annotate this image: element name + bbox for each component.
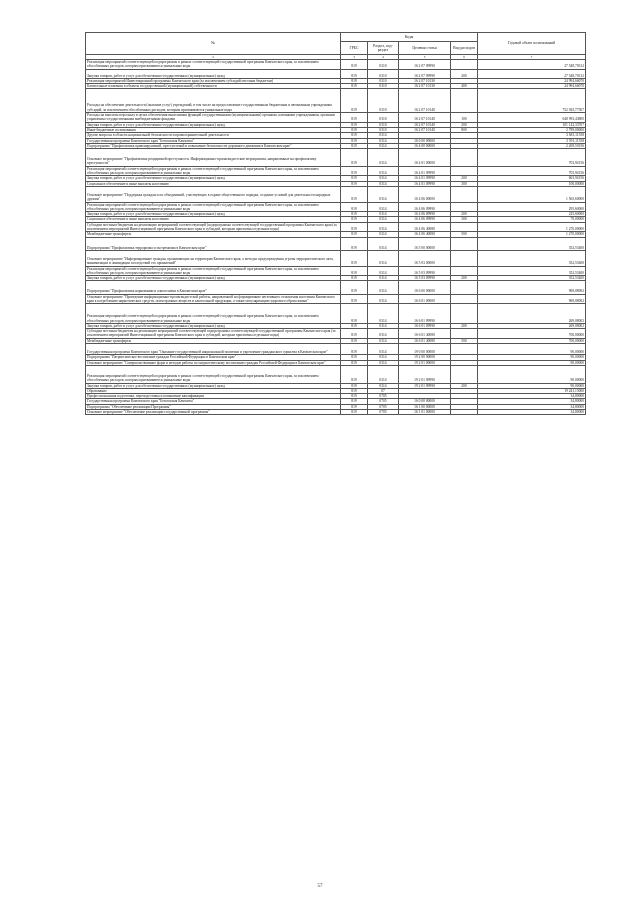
- row-amount: 1 270,00000: [478, 232, 586, 237]
- row-cst: 16 2 07 10140: [399, 113, 451, 123]
- row-cst: 19 0 00 00000: [399, 344, 451, 355]
- table-body: [86, 60, 586, 415]
- row-name: Иные бюджетные ассигнования: [86, 127, 341, 132]
- row-amount: 2 789,00000: [478, 127, 586, 132]
- colnum-5: 5: [399, 55, 451, 60]
- row-name: Расходы на выплаты персоналу в целях обеспечения выполнения функций государственными (муниципальными) органами, казенными учреждениями, органами управления государственными внебюджетными фондами: [86, 113, 341, 123]
- row-cst: 16 6 01 40080: [399, 338, 451, 343]
- row-razdel: 0310: [368, 89, 399, 113]
- row-name: Основное мероприятие "Обеспечение реализации государственной программы": [86, 410, 341, 415]
- row-amount: 3 591,11558: [478, 138, 586, 143]
- row-grbs: 819: [341, 410, 368, 415]
- row-razdel: 0310: [368, 60, 399, 70]
- row-razdel: 0314: [368, 138, 399, 143]
- row-amount: 34,80000: [478, 399, 586, 404]
- budget-table-page: [85, 32, 585, 415]
- row-razdel: 0314: [368, 143, 399, 148]
- row-name: Реализация мероприятий соответствующей подпрограммы в рамках соответствующей государственной программы Камчатского края, за исключением обособленных расходов, которым присваиваются уникальные коды: [86, 166, 341, 176]
- row-amount: 90,00000: [478, 344, 586, 355]
- row-cst: 16 2 07 10130: [399, 84, 451, 89]
- row-grbs: 819: [341, 60, 368, 70]
- table-row: [86, 304, 586, 324]
- row-cst: 16 4 06 40080: [399, 232, 451, 237]
- row-amount: 34,80000: [478, 404, 586, 409]
- table-row: [86, 89, 586, 113]
- row-grbs: 819: [341, 69, 368, 78]
- row-vr: [451, 344, 478, 355]
- row-vr: 800: [451, 127, 478, 132]
- row-grbs: 819: [341, 222, 368, 232]
- row-name: Закупка товаров, работ и услуг для обеспечения государственных (муниципальных) нужд: [86, 69, 341, 78]
- row-name: Межбюджетные трансферты: [86, 232, 341, 237]
- row-grbs: 819: [341, 365, 368, 383]
- row-name: Закупка товаров, работ и услуг для обеспечения государственных (муниципальных) нужд: [86, 122, 341, 127]
- row-vr: [451, 294, 478, 304]
- row-vr: [451, 149, 478, 167]
- row-razdel: 0314: [368, 181, 399, 186]
- row-cst: 16 6 01 00000: [399, 294, 451, 304]
- row-razdel: 0314: [368, 344, 399, 355]
- row-cst: 16 4 00 00000: [399, 143, 451, 148]
- row-amount: 101 142,33707: [478, 122, 586, 127]
- row-amount: 1 270,00000: [478, 222, 586, 232]
- row-name: Государственная программа Камчатского края "Безопасная Камчатка": [86, 138, 341, 143]
- row-cst: 16 5 00 00000: [399, 237, 451, 250]
- row-amount: 24 994,66070: [478, 78, 586, 83]
- row-amount: 352,53400: [478, 237, 586, 250]
- row-name: Подпрограмма "Обеспечение реализации Программы": [86, 404, 341, 409]
- header-razdel: Раздел, под-раздел: [368, 42, 399, 55]
- row-razdel: 0310: [368, 122, 399, 127]
- row-razdel: 0314: [368, 176, 399, 181]
- row-amount: 90,00000: [478, 383, 586, 388]
- row-cst: 16 4 01 09990: [399, 176, 451, 181]
- row-vr: 300: [451, 181, 478, 186]
- row-vr: [451, 89, 478, 113]
- row-vr: [451, 329, 478, 339]
- row-cst: 16 6 01 09990: [399, 304, 451, 324]
- row-razdel: 0314: [368, 281, 399, 294]
- row-vr: [451, 281, 478, 294]
- row-vr: [451, 365, 478, 383]
- row-grbs: 819: [341, 276, 368, 281]
- row-razdel: 0310: [368, 78, 399, 83]
- row-grbs: 819: [341, 143, 368, 148]
- budget-table: [85, 32, 586, 415]
- row-razdel: 0314: [368, 323, 399, 328]
- row-name: Закупка товаров, работ и услуг для обеспечения государственных (муниципальных) нужд: [86, 212, 341, 217]
- row-razdel: 0310: [368, 113, 399, 123]
- row-vr: [451, 186, 478, 202]
- row-grbs: 819: [341, 338, 368, 343]
- table-row: [86, 266, 586, 276]
- row-name: Основное мероприятие "Информирование граждан, проживающих на территории Камчатского края, о методах предупреждения угрозы террористического акта, минимизации и ликвидации последствий его проявлений": [86, 250, 341, 266]
- row-name: Подпрограмма "Профилактика правонарушений, преступлений и повышение безопасности дорожного движения в Камчатском крае": [86, 143, 341, 148]
- row-name: Реализация мероприятий Инвестиционной программы Камчатского края (за исключением субсидий местным бюджетам): [86, 78, 341, 83]
- row-vr: [451, 304, 478, 324]
- row-grbs: 819: [341, 181, 368, 186]
- colnum-1: 2: [86, 55, 341, 60]
- row-cst: 16 2 07 10140: [399, 89, 451, 113]
- row-grbs: 819: [341, 237, 368, 250]
- row-amount: 752 925,77507: [478, 89, 586, 113]
- row-vr: 200: [451, 212, 478, 217]
- row-cst: 16 6 01 09990: [399, 323, 451, 328]
- row-vr: 200: [451, 323, 478, 328]
- row-amount: 1 565,60000: [478, 186, 586, 202]
- row-cst: 16 5 03 00000: [399, 250, 451, 266]
- row-razdel: 0310: [368, 84, 399, 89]
- row-grbs: 819: [341, 122, 368, 127]
- row-amount: 352,53400: [478, 266, 586, 276]
- row-amount: 27 548,70312: [478, 60, 586, 70]
- row-amount: 969,08002: [478, 294, 586, 304]
- row-amount: 700,00000: [478, 329, 586, 339]
- row-grbs: 819: [341, 232, 368, 237]
- row-name: Подпрограмма "Патриотическое воспитание граждан Российской Федерации в Камчатском крае": [86, 355, 341, 360]
- row-name: Подпрограмма "Профилактика терроризма и экстремизма в Камчатском крае": [86, 237, 341, 250]
- row-cst: 16 5 03 09990: [399, 276, 451, 281]
- page-number: 57: [317, 884, 323, 889]
- table-row: [86, 222, 586, 232]
- row-razdel: 0705: [368, 399, 399, 404]
- row-amount: 648 993,43800: [478, 113, 586, 123]
- row-vr: 200: [451, 383, 478, 388]
- row-name: Основное мероприятие "Проведение информационно-пропагандистской работы, направленной на формирование негативного отношения населения Камчатского края к потреблению наркотических средств, психотропных веществ и алкогольной продукции, а также популяризацию здорового образа жизни": [86, 294, 341, 304]
- row-name: Закупка товаров, работ и услуг для обеспечения государственных (муниципальных) нужд: [86, 383, 341, 388]
- row-cst: 16 4 01 00000: [399, 149, 451, 167]
- row-amount: 90,00000: [478, 360, 586, 365]
- row-name: Подпрограмма "Профилактика наркомании и алкоголизма в Камчатском крае": [86, 281, 341, 294]
- row-vr: 200: [451, 276, 478, 281]
- row-grbs: 819: [341, 217, 368, 222]
- row-cst: 16 2 07 10130: [399, 78, 451, 83]
- table-row: [86, 329, 586, 339]
- row-amount: 70,00000: [478, 217, 586, 222]
- row-razdel: 0314: [368, 365, 399, 383]
- row-cst: 16 0 00 00000: [399, 138, 451, 143]
- row-cst: 16 2 07 09990: [399, 69, 451, 78]
- row-cst: 16 4 06 40080: [399, 222, 451, 232]
- row-vr: 300: [451, 217, 478, 222]
- row-vr: 200: [451, 122, 478, 127]
- table-row: [86, 250, 586, 266]
- row-cst: 19 2 01 00000: [399, 360, 451, 365]
- table-row: [86, 149, 586, 167]
- row-grbs: 819: [341, 266, 368, 276]
- table-row: [86, 202, 586, 212]
- row-cst: 19 2 01 09990: [399, 365, 451, 383]
- row-grbs: 819: [341, 113, 368, 123]
- row-name: Капитальные вложения в объекты государственной (муниципальной) собственности: [86, 84, 341, 89]
- row-cst: 16 4 06 09990: [399, 202, 451, 212]
- row-razdel: 0314: [368, 166, 399, 176]
- row-name: Межбюджетные трансферты: [86, 338, 341, 343]
- header-grbs: ГРБС: [341, 42, 368, 55]
- row-razdel: 0705: [368, 410, 399, 415]
- row-name: Государственная программа Камчатского края "Безопасная Камчатка": [86, 399, 341, 404]
- row-razdel: 0314: [368, 237, 399, 250]
- row-cst: 16 4 01 09990: [399, 181, 451, 186]
- row-razdel: 07: [368, 388, 399, 393]
- row-cst: 19 2 01 09990: [399, 383, 451, 388]
- row-cst: 16 0 00 00000: [399, 399, 451, 404]
- row-vr: [451, 266, 478, 276]
- row-vr: 200: [451, 176, 478, 181]
- row-name: Социальное обеспечение и иные выплаты населению: [86, 181, 341, 186]
- row-razdel: 0705: [368, 404, 399, 409]
- row-amount: 34,80000: [478, 410, 586, 415]
- row-name: Субсидии местным бюджетам на реализацию мероприятий соответствующей (подпрограммы соответствующей государственной программы Камчатского края (за исключением мероприятий Инвестиционной программы Камчатского края и субсидий, которым присвоены отдельные коды): [86, 222, 341, 232]
- row-grbs: 819: [341, 404, 368, 409]
- row-razdel: 0314: [368, 329, 399, 339]
- row-grbs: 819: [341, 133, 368, 138]
- row-vr: 100: [451, 113, 478, 123]
- row-name: Основное мероприятие "Совершенствование форм и методов работы по патриотическому воспитанию граждан Российской Федерации в Камчатском крае": [86, 360, 341, 365]
- row-cst: 16 5 03 09990: [399, 266, 451, 276]
- row-razdel: 0314: [368, 338, 399, 343]
- row-amount: 269,08002: [478, 304, 586, 324]
- row-grbs: 819: [341, 127, 368, 132]
- row-cst: 16 2 07 10140: [399, 122, 451, 127]
- row-grbs: 819: [341, 186, 368, 202]
- row-name: Основное мероприятие "Поддержка граждан и их объединений, участвующих в охране общественного порядка, создание условий для деятельности народных дружин": [86, 186, 341, 202]
- row-cst: 16 4 06 09990: [399, 212, 451, 217]
- table-row: [86, 69, 586, 78]
- row-vr: [451, 60, 478, 70]
- row-amount: 100,00000: [478, 181, 586, 186]
- row-amount: 24 994,66070: [478, 84, 586, 89]
- row-vr: [451, 250, 478, 266]
- row-amount: 269,08002: [478, 323, 586, 328]
- row-grbs: 819: [341, 149, 368, 167]
- row-razdel: 0314: [368, 383, 399, 388]
- row-razdel: 0310: [368, 69, 399, 78]
- table-row: [86, 186, 586, 202]
- header-amount: Годовой объем ассигнований: [478, 33, 586, 55]
- row-cst: 16 4 06 09990: [399, 217, 451, 222]
- row-grbs: 819: [341, 329, 368, 339]
- table-row: [86, 281, 586, 294]
- row-amount: 225,60000: [478, 212, 586, 217]
- row-name: Основное мероприятие "Профилактика рецидивной преступности. Информационно-пропагандистские мероприятия, направленные на профилактику преступности": [86, 149, 341, 167]
- row-amount: 603,94156: [478, 176, 586, 181]
- header-vr: Вид расходов: [451, 42, 478, 55]
- row-name: Реализация мероприятий соответствующей подпрограммы в рамках соответствующей государственной программы Камчатского края, за исключением обособленных расходов, которым присваиваются уникальные коды: [86, 202, 341, 212]
- table-row: [86, 294, 586, 304]
- row-razdel: 0314: [368, 232, 399, 237]
- header-cst: Целевая статья: [399, 42, 451, 55]
- table-header: [86, 33, 586, 60]
- row-vr: 200: [451, 69, 478, 78]
- row-razdel: 0314: [368, 202, 399, 212]
- row-grbs: 819: [341, 304, 368, 324]
- row-amount: 295,60000: [478, 202, 586, 212]
- table-row: [86, 60, 586, 70]
- row-amount: 703,94156: [478, 149, 586, 167]
- row-cst: 16 2 07 10140: [399, 127, 451, 132]
- row-name: Реализация мероприятий соответствующей подпрограммы в рамках соответствующей государственной программы Камчатского края, за исключением обособленных расходов, которым присваиваются уникальные коды: [86, 304, 341, 324]
- table-row: [86, 365, 586, 383]
- row-razdel: 0314: [368, 355, 399, 360]
- colnum-3: 3: [341, 55, 368, 60]
- row-vr: 400: [451, 84, 478, 89]
- row-amount: 700,00000: [478, 338, 586, 343]
- colnum-4: 4: [368, 55, 399, 60]
- row-razdel: 0314: [368, 133, 399, 138]
- row-razdel: 0314: [368, 222, 399, 232]
- row-amount: 2 269,50156: [478, 143, 586, 148]
- row-vr: [451, 202, 478, 212]
- row-name: Государственная программа Камчатского края "Оказание государственной национальной политики и укрепление гражданского единства в Камчатском крае": [86, 344, 341, 355]
- row-grbs: 819: [341, 355, 368, 360]
- row-grbs: 819: [341, 360, 368, 365]
- row-name: Другие вопросы в области национальной безопасности и правоохранительной деятельности: [86, 133, 341, 138]
- row-name: Субсидии местным бюджетам на реализацию мероприятий соответствующей подпрограммы соответствующей государственной программы Камчатского края (за исключением мероприятий Инвестиционной программы Камчатского края и субсидий, которым присвоены отдельные коды): [86, 329, 341, 339]
- table-row: [86, 166, 586, 176]
- row-razdel: 0314: [368, 217, 399, 222]
- row-amount: 969,08002: [478, 281, 586, 294]
- row-name: Закупка товаров, работ и услуг для обеспечения государственных (муниципальных) нужд: [86, 323, 341, 328]
- row-grbs: 819: [341, 388, 368, 393]
- row-cst: 16 1 00 00000: [399, 404, 451, 409]
- row-grbs: 819: [341, 399, 368, 404]
- row-cst: 19 2 00 00000: [399, 355, 451, 360]
- row-name: Закупка товаров, работ и услуг для обеспечения государственных (муниципальных) нужд: [86, 276, 341, 281]
- row-razdel: 0310: [368, 127, 399, 132]
- row-name: Образование: [86, 388, 341, 393]
- row-cst: 16 2 07 09990: [399, 60, 451, 70]
- row-name: Расходы на обеспечение деятельности (оказание услуг) учреждений, в том числе на предоставление государственным бюджетным и автономным учреждениям субсидий, за исключением обособленных расходов, которым присваиваются уникальные коды: [86, 89, 341, 113]
- row-razdel: 0705: [368, 394, 399, 399]
- row-amount: 19 241,15000: [478, 388, 586, 393]
- row-amount: 90,00000: [478, 365, 586, 383]
- row-razdel: 0314: [368, 266, 399, 276]
- row-razdel: 0314: [368, 294, 399, 304]
- row-razdel: 0314: [368, 250, 399, 266]
- row-razdel: 0314: [368, 304, 399, 324]
- row-grbs: 819: [341, 344, 368, 355]
- row-cst: 16 4 01 09990: [399, 166, 451, 176]
- row-amount: 34,80000: [478, 394, 586, 399]
- row-razdel: 0314: [368, 360, 399, 365]
- row-vr: 500: [451, 338, 478, 343]
- row-amount: 90,00000: [478, 355, 586, 360]
- row-vr: [451, 237, 478, 250]
- row-amount: 27 548,70312: [478, 69, 586, 78]
- row-cst: 16 6 01 40080: [399, 329, 451, 339]
- row-grbs: 819: [341, 202, 368, 212]
- row-grbs: 819: [341, 166, 368, 176]
- header-codes: Коды: [341, 33, 478, 42]
- table-row: [86, 237, 586, 250]
- row-grbs: 819: [341, 250, 368, 266]
- header-number: №: [86, 33, 341, 55]
- row-razdel: 0314: [368, 212, 399, 217]
- row-grbs: 819: [341, 394, 368, 399]
- table-row: [86, 113, 586, 123]
- row-grbs: 819: [341, 323, 368, 328]
- row-vr: [451, 410, 478, 415]
- row-razdel: 0314: [368, 276, 399, 281]
- row-amount: 352,53400: [478, 250, 586, 266]
- row-name: Социальное обеспечение и иные выплаты населению: [86, 217, 341, 222]
- row-grbs: 819: [341, 294, 368, 304]
- row-amount: 703,94156: [478, 166, 586, 176]
- row-amount: 3 681,11558: [478, 133, 586, 138]
- row-vr: [451, 166, 478, 176]
- row-grbs: 819: [341, 89, 368, 113]
- row-grbs: 819: [341, 138, 368, 143]
- row-razdel: 0314: [368, 186, 399, 202]
- row-grbs: 819: [341, 281, 368, 294]
- row-grbs: 819: [341, 78, 368, 83]
- colnum-7: 7: [478, 55, 586, 60]
- row-vr: [451, 222, 478, 232]
- row-amount: 352,53400: [478, 276, 586, 281]
- table-row: [86, 344, 586, 355]
- table-row: [86, 410, 586, 415]
- row-name: Реализация мероприятий соответствующей подпрограммы в рамках соответствующей государственной программы Камчатского края, за исключением обособленных расходов, которым присваиваются уникальные коды: [86, 266, 341, 276]
- row-grbs: 819: [341, 84, 368, 89]
- row-name: Закупка товаров, работ и услуг для обеспечения государственных (муниципальных) нужд: [86, 176, 341, 181]
- row-name: Профессиональная подготовка, переподготовка и повышение квалификации: [86, 394, 341, 399]
- row-vr: 500: [451, 232, 478, 237]
- row-cst: 16 1 01 00000: [399, 410, 451, 415]
- row-grbs: 819: [341, 212, 368, 217]
- row-grbs: 819: [341, 383, 368, 388]
- row-name: Реализация мероприятий соответствующей подпрограммы в рамках соответствующей государственной программы Камчатского края, за исключением обособленных расходов, которым присваиваются уникальные коды: [86, 365, 341, 383]
- colnum-6: 6: [451, 55, 478, 60]
- row-name: Реализация мероприятий соответствующей подпрограммы в рамках соответствующей государственной программы Камчатского края, за исключением обособленных расходов, которым присваиваются уникальные коды: [86, 60, 341, 70]
- row-cst: 16 6 00 00000: [399, 281, 451, 294]
- row-cst: 16 4 06 00000: [399, 186, 451, 202]
- row-grbs: 819: [341, 176, 368, 181]
- row-razdel: 0314: [368, 149, 399, 167]
